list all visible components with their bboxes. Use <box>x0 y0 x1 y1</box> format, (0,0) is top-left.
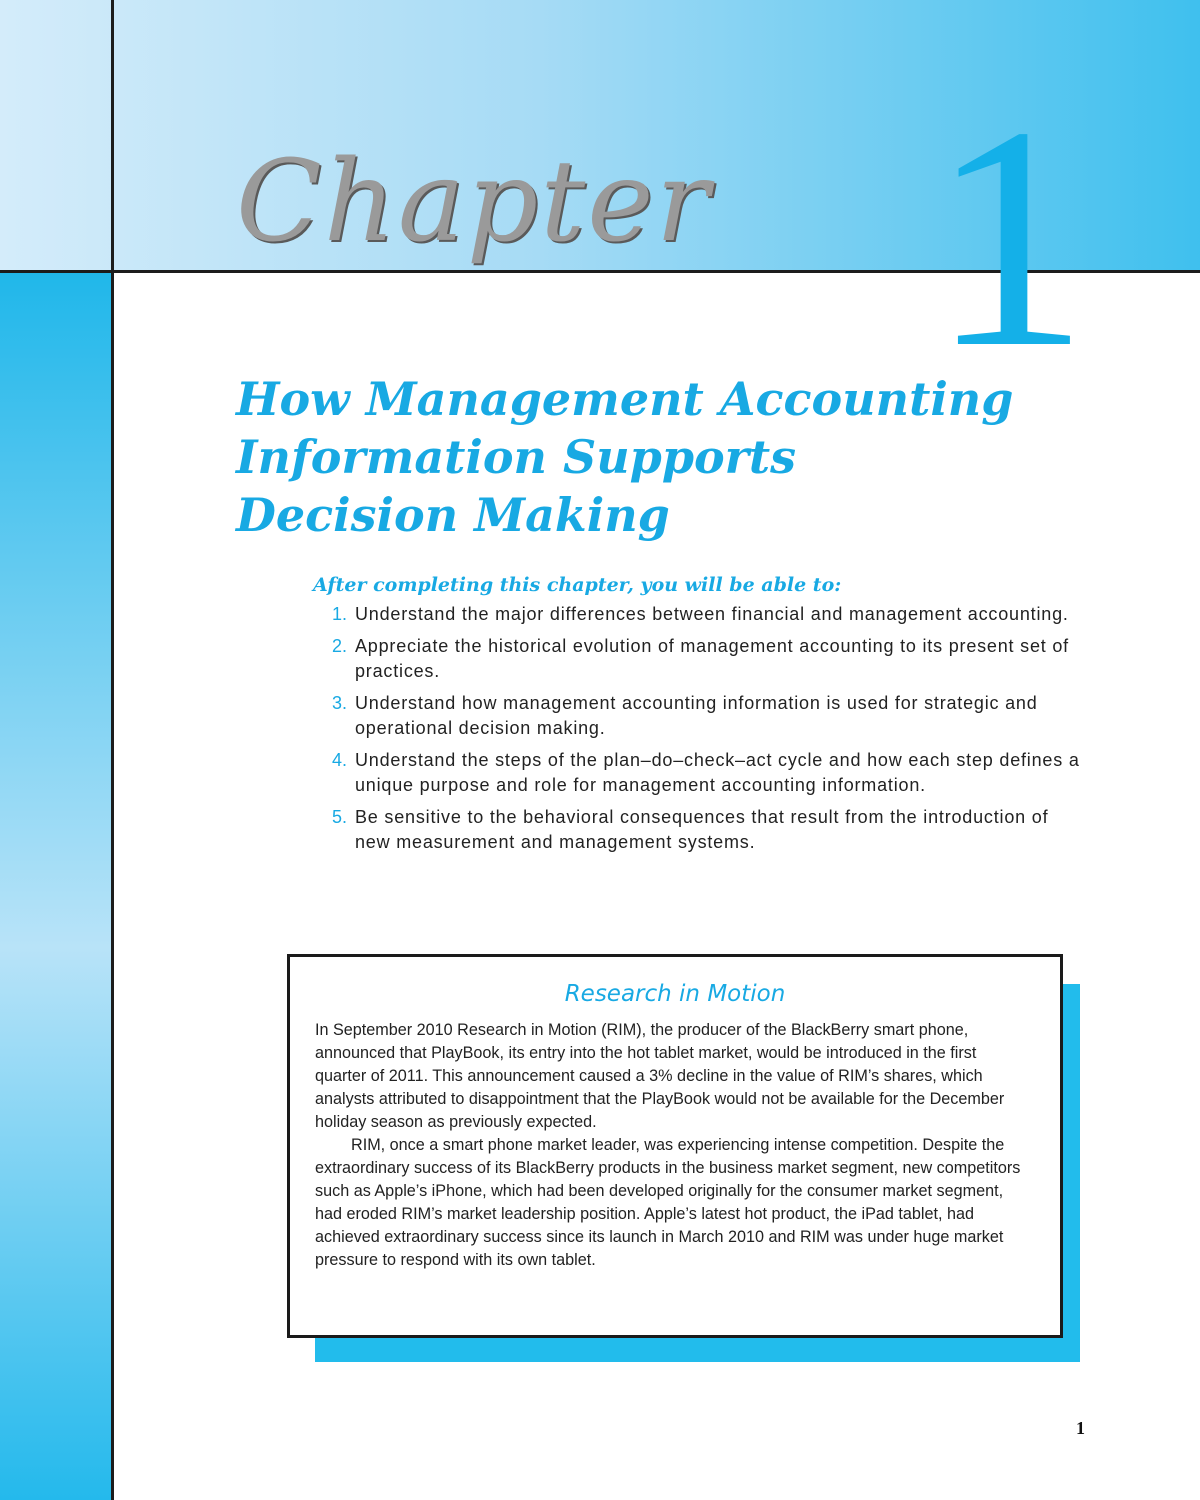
chapter-title-line: Information Supports <box>236 430 797 484</box>
objectives-list <box>313 602 1083 855</box>
vertical-rule <box>111 0 114 1500</box>
objective-text: Understand the major differences between financial and management accounting. <box>355 604 1069 624</box>
objective-item <box>313 634 1083 684</box>
chapter-label: Chapter <box>236 137 712 267</box>
objective-item <box>313 602 1083 627</box>
objective-text: Understand how management accounting information is used for strategic and operational decision making. <box>355 693 1038 738</box>
objective-item <box>313 691 1083 741</box>
objective-item <box>313 805 1083 855</box>
objective-item <box>313 748 1083 798</box>
page-number: 1 <box>1076 1418 1085 1438</box>
chapter-title <box>236 370 1096 544</box>
objective-number: 3. <box>331 693 347 713</box>
objective-text: Be sensitive to the behavioral consequences that result from the introduction of new measurement and management systems. <box>355 807 1049 852</box>
objective-number: 5. <box>331 807 347 827</box>
case-title: Research in Motion <box>564 981 786 1007</box>
objectives-heading: After completing this chapter, you will be able to: <box>313 574 842 596</box>
objective-text: Understand the steps of the plan–do–check–act cycle and how each step defines a unique purpose and role for management accounting information. <box>355 750 1080 795</box>
learning-objectives <box>313 574 1083 862</box>
objective-number: 2. <box>331 636 347 656</box>
side-strip <box>0 272 113 1500</box>
case-body <box>315 1019 1032 1272</box>
objective-number: 4. <box>331 750 347 770</box>
chapter-title-line: Decision Making <box>236 488 670 542</box>
case-paragraph: In September 2010 Research in Motion (RIM), the producer of the BlackBerry smart phone, announced that PlayBook, its entry into the hot tablet market, would be introduced in the first quarter of 2011. This announcement caused a 3% decline in the value of RIM’s shares, which analysts attributed to disappointment that the PlayBook would not be available for the December holiday season as previously expected. <box>315 1021 1005 1131</box>
objective-text: Appreciate the historical evolution of management accounting to its present set of practices. <box>355 636 1069 681</box>
case-paragraph: RIM, once a smart phone market leader, was experiencing intense competition. Despite the extraordinary success of its BlackBerry products in the business market segment, new competitors such as Apple’s iPhone, which had been developed originally for the consumer market segment, had eroded RIM’s market leadership position. Apple’s latest hot product, the iPad tablet, had achieved extraordinary success since its launch in March 2010 and RIM was under huge market pressure to respond with its own tablet. <box>315 1136 1021 1269</box>
chapter-number: 1 <box>930 61 1089 413</box>
objective-number: 1. <box>331 604 347 624</box>
case-study-box <box>287 954 1063 1338</box>
chapter-title-line: How Management Accounting <box>236 372 1014 426</box>
